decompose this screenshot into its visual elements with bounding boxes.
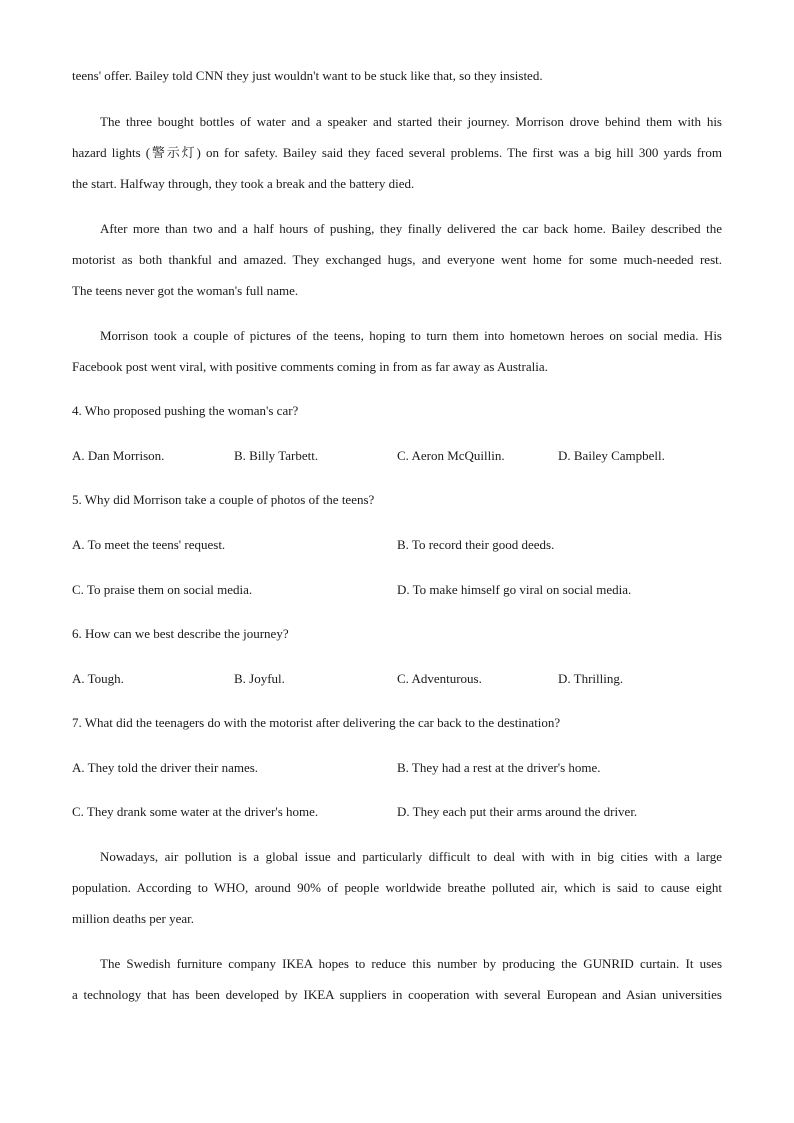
option-a: A. They told the driver their names. (72, 760, 259, 775)
option-a: A. To meet the teens' request. (72, 537, 226, 552)
option-d: D. They each put their arms around the driver. (397, 804, 638, 819)
option-b: B. Joyful. (234, 671, 285, 686)
option-b: B. They had a rest at the driver's home. (397, 760, 601, 775)
question-stem: 7. What did the teenagers do with the motorist after delivering the car back to the destination? (72, 715, 561, 730)
option-b: B. To record their good deeds. (397, 537, 555, 552)
paragraph-line: million deaths per year. (72, 911, 195, 926)
paragraph-line: the start. Halfway through, they took a break and the battery died. (72, 176, 415, 191)
option-d: D. Bailey Campbell. (558, 448, 665, 463)
paragraph-line: After more than two and a half hours of pushing, they finally delivered the car back home. Bailey described the (100, 221, 722, 236)
paragraph-line: Nowadays, air pollution is a global issue and particularly difficult to deal with with in big cities with a large (100, 849, 722, 864)
question-stem: 5. Why did Morrison take a couple of photos of the teens? (72, 492, 375, 507)
option-c: C. Aeron McQuillin. (397, 448, 505, 463)
question-stem: 6. How can we best describe the journey? (72, 626, 289, 641)
option-a: A. Dan Morrison. (72, 448, 165, 463)
paragraph-line: hazard lights (警示灯) on for safety. Bailey said they faced several problems. The first was a big hill 300 yards from (72, 145, 722, 160)
option-c: C. To praise them on social media. (72, 582, 253, 597)
question-stem: 4. Who proposed pushing the woman's car? (72, 403, 299, 418)
option-a: A. Tough. (72, 671, 124, 686)
option-d: D. To make himself go viral on social media. (397, 582, 632, 597)
paragraph-line: Facebook post went viral, with positive comments coming in from as far away as Australia. (72, 359, 548, 374)
option-c: C. Adventurous. (397, 671, 482, 686)
option-b: B. Billy Tarbett. (234, 448, 319, 463)
paragraph-line: The three bought bottles of water and a speaker and started their journey. Morrison drove behind them with his (100, 114, 722, 129)
paragraph-line: population. According to WHO, around 90% of people worldwide breathe polluted air, which is said to cause eight (72, 880, 722, 895)
paragraph-line: Morrison took a couple of pictures of the teens, hoping to turn them into hometown heroes on social media. His (100, 328, 722, 343)
paragraph-line: motorist as both thankful and amazed. They exchanged hugs, and everyone went home for some much-needed rest. (72, 252, 722, 267)
option-d: D. Thrilling. (558, 671, 624, 686)
paragraph-line: teens' offer. Bailey told CNN they just wouldn't want to be stuck like that, so they insisted. (72, 68, 543, 83)
paragraph-line: The teens never got the woman's full name. (72, 283, 299, 298)
paragraph-line: The Swedish furniture company IKEA hopes to reduce this number by producing the GUNRID curtain. It uses (100, 956, 722, 971)
paragraph-line: a technology that has been developed by IKEA suppliers in cooperation with several European and Asian universities (72, 987, 722, 1002)
option-c: C. They drank some water at the driver's home. (72, 804, 319, 819)
